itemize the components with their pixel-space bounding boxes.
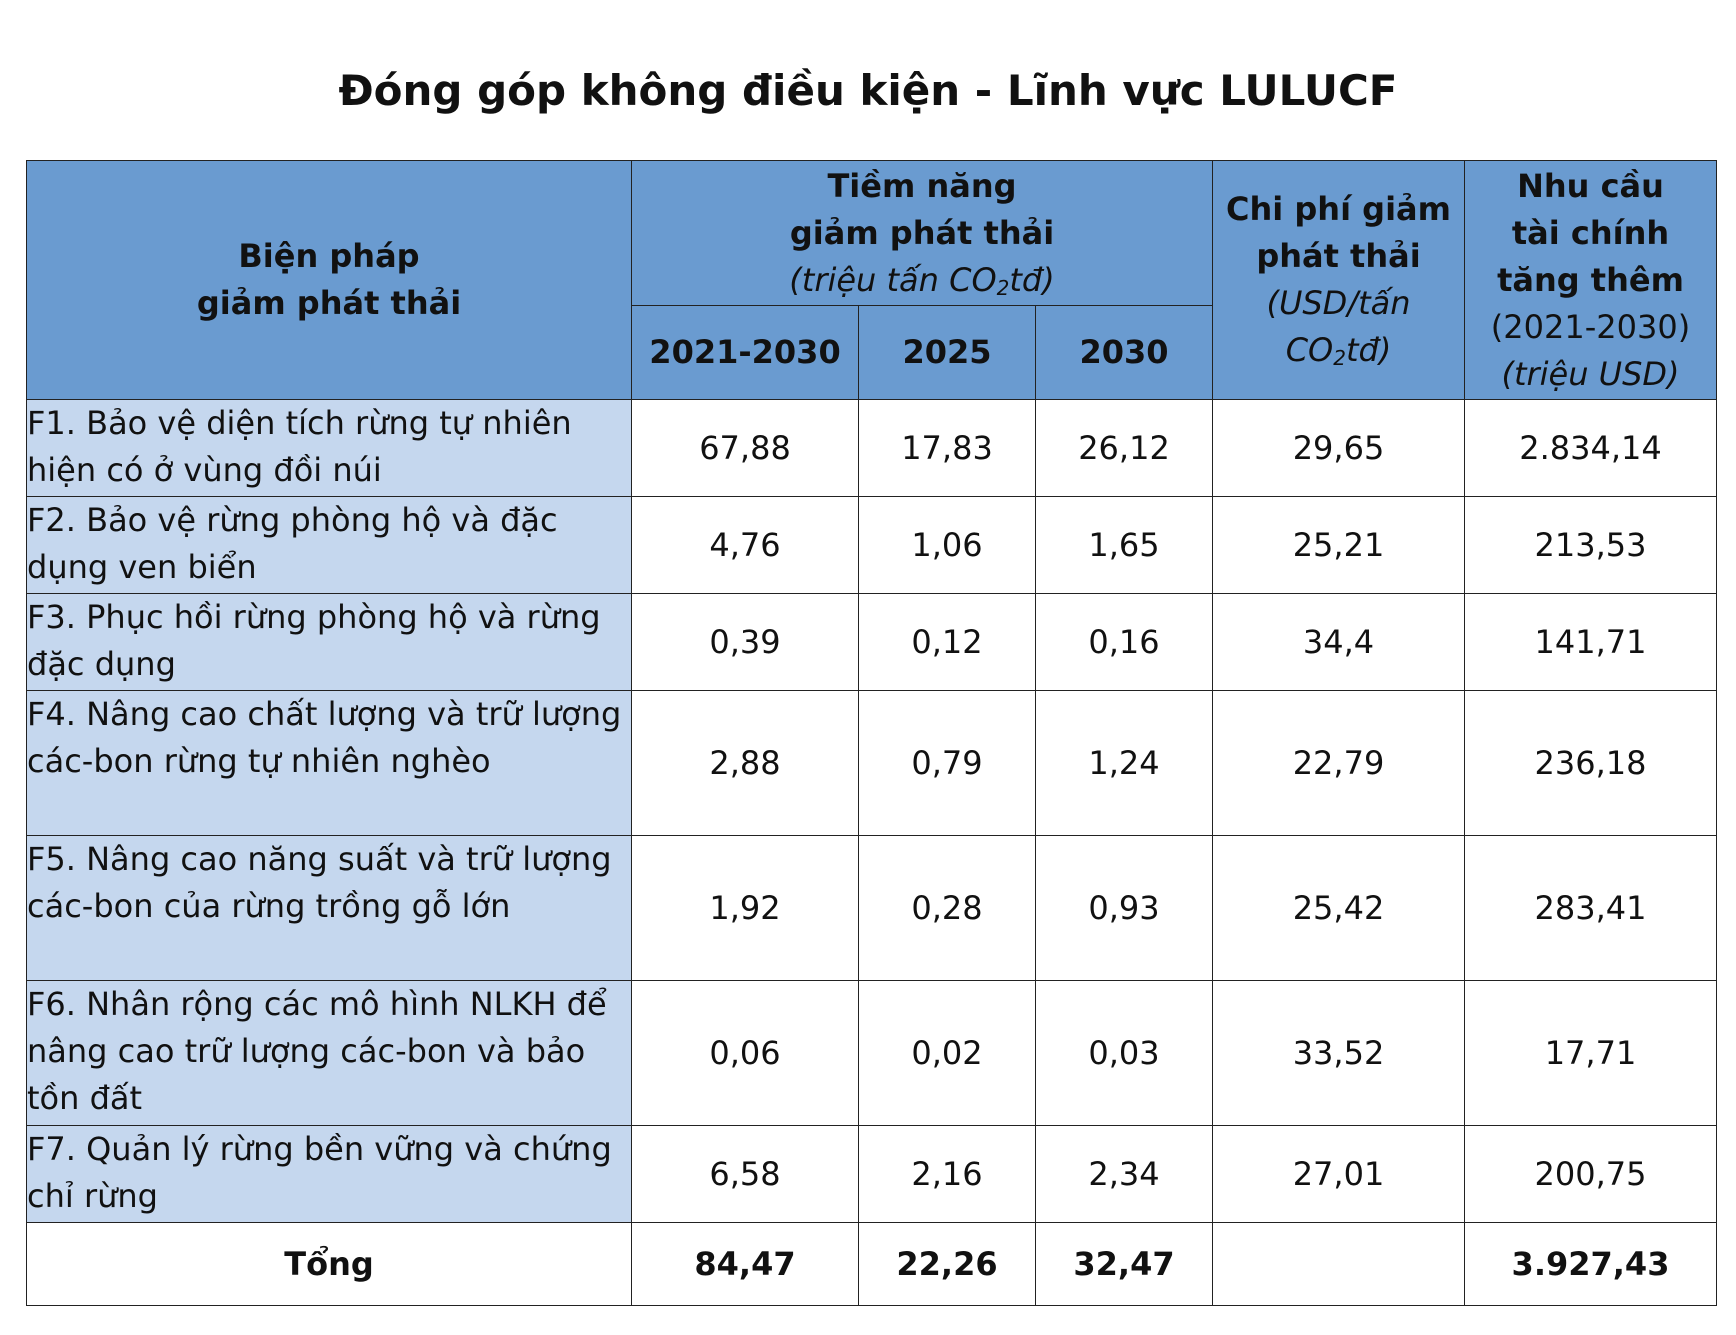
total-row: [27, 1223, 1717, 1306]
table-row: [27, 1126, 1717, 1223]
cell-2030: 1,65: [1036, 497, 1213, 594]
cell-2025: 17,83: [859, 400, 1036, 497]
cell-2025: 0,02: [859, 981, 1036, 1126]
cell-2030: 0,03: [1036, 981, 1213, 1126]
header-cost: [1213, 161, 1465, 400]
total-2025: 22,26: [859, 1223, 1036, 1306]
row-label: F3. Phục hồi rừng phòng hộ và rừng đặc dụng: [27, 594, 632, 691]
cell-2021-2030: 6,58: [632, 1126, 859, 1223]
cell-2021-2030: 0,06: [632, 981, 859, 1126]
header-cost-unit-line2: $CO_2tđ$): [1285, 331, 1392, 370]
row-label: F4. Nâng cao chất lượng và trữ lượng các-bon rừng tự nhiên nghèo: [27, 691, 632, 836]
cell-2025: 0,12: [859, 594, 1036, 691]
cell-2030: 1,24: [1036, 691, 1213, 836]
cell-2021-2030: 4,76: [632, 497, 859, 594]
cell-finance: 141,71: [1465, 594, 1717, 691]
cell-cost: 25,42: [1213, 836, 1465, 981]
table-row: [27, 691, 1717, 836]
cell-finance: 200,75: [1465, 1126, 1717, 1223]
row-label: F2. Bảo vệ rừng phòng hộ và đặc dụng ven biển: [27, 497, 632, 594]
header-finance: [1465, 161, 1717, 400]
header-finance-line2: tài chính: [1511, 213, 1670, 252]
table-row: [27, 981, 1717, 1126]
header-year-2025: 2025: [859, 306, 1036, 400]
header-year-2030: 2030: [1036, 306, 1213, 400]
cell-2021-2030: 0,39: [632, 594, 859, 691]
total-cost: [1213, 1223, 1465, 1306]
cell-finance: 283,41: [1465, 836, 1717, 981]
cell-2025: 2,16: [859, 1126, 1036, 1223]
cell-2030: 26,12: [1036, 400, 1213, 497]
header-measure-line2: giảm phát thải: [196, 284, 462, 322]
header-cost-unit-line1: (USD/tấn: [1266, 284, 1411, 322]
total-finance: 3.927,43: [1465, 1223, 1717, 1306]
cell-cost: 29,65: [1213, 400, 1465, 497]
table-row: [27, 400, 1717, 497]
cell-2025: 0,79: [859, 691, 1036, 836]
header-cost-line2: phát thải: [1256, 237, 1421, 275]
cell-cost: 22,79: [1213, 691, 1465, 836]
header-potential-unit: (triệu tấn $CO_2tđ$): [789, 260, 1055, 300]
table-row: [27, 497, 1717, 594]
cell-finance: 17,71: [1465, 981, 1717, 1126]
emissions-table: [26, 160, 1717, 1306]
cell-2025: 1,06: [859, 497, 1036, 594]
cell-2030: 2,34: [1036, 1126, 1213, 1223]
header-potential-line1: Tiềm năng: [827, 166, 1017, 205]
row-label: F1. Bảo vệ diện tích rừng tự nhiên hiện có ở vùng đồi núi: [27, 400, 632, 497]
header-finance-line1: Nhu cầu: [1517, 166, 1664, 205]
header-period-2021-2030: 2021-2030: [632, 306, 859, 400]
cell-2025: 0,28: [859, 836, 1036, 981]
header-measure: [27, 161, 632, 400]
table-row: [27, 594, 1717, 691]
total-label: Tổng: [27, 1223, 632, 1306]
header-finance-line3: tăng thêm: [1497, 260, 1684, 299]
row-label: F7. Quản lý rừng bền vững và chứng chỉ rừng: [27, 1126, 632, 1223]
cell-cost: 27,01: [1213, 1126, 1465, 1223]
cell-cost: 25,21: [1213, 497, 1465, 594]
cell-cost: 33,52: [1213, 981, 1465, 1126]
total-2030: 32,47: [1036, 1223, 1213, 1306]
page-title: Đóng góp không điều kiện - Lĩnh vực LULUCF: [338, 66, 1398, 115]
cell-2030: 0,16: [1036, 594, 1213, 691]
header-row-1: [27, 161, 1717, 306]
cell-2021-2030: 1,92: [632, 836, 859, 981]
header-measure-line1: Biện pháp: [238, 237, 420, 275]
header-finance-period: (2021-2030): [1490, 307, 1691, 346]
total-2021-2030: 84,47: [632, 1223, 859, 1306]
header-potential-line2: giảm phát thải: [789, 213, 1055, 252]
cell-finance: 236,18: [1465, 691, 1717, 836]
cell-finance: 2.834,14: [1465, 400, 1717, 497]
cell-cost: 34,4: [1213, 594, 1465, 691]
cell-finance: 213,53: [1465, 497, 1717, 594]
row-label: F5. Nâng cao năng suất và trữ lượng các-bon của rừng trồng gỗ lớn: [27, 836, 632, 981]
table-row: [27, 836, 1717, 981]
header-cost-line1: Chi phí giảm: [1226, 190, 1451, 228]
header-finance-unit: (triệu USD): [1501, 354, 1680, 393]
cell-2021-2030: 2,88: [632, 691, 859, 836]
header-potential: [632, 161, 1213, 306]
cell-2030: 0,93: [1036, 836, 1213, 981]
row-label: F6. Nhân rộng các mô hình NLKH để nâng cao trữ lượng các-bon và bảo tồn đất: [27, 981, 632, 1126]
cell-2021-2030: 67,88: [632, 400, 859, 497]
